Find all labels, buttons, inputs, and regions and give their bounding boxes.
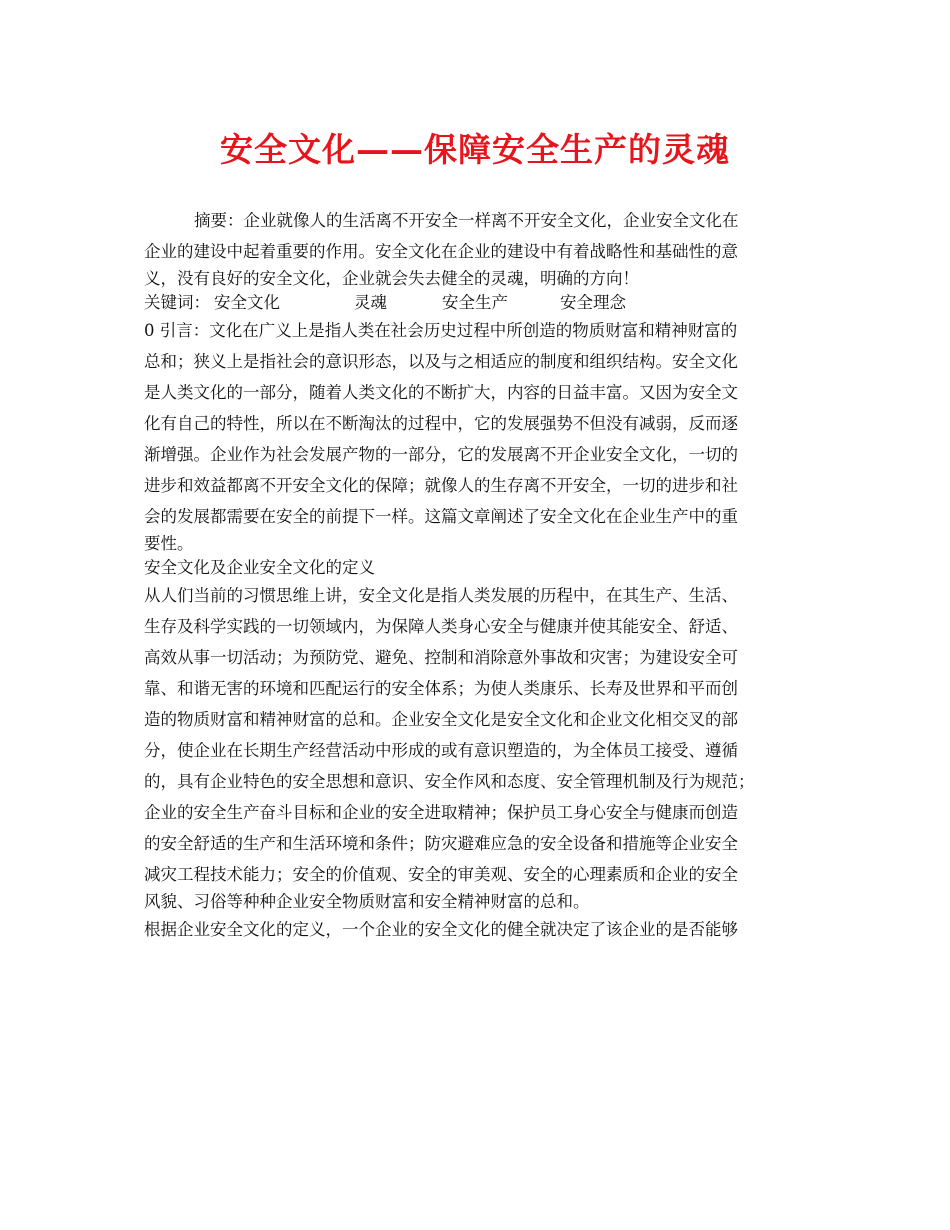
definition-line: 生存及科学实践的一切领域内，为保障人类身心安全与健康并使其能安全、舒适、: [144, 617, 738, 636]
definition-line: 从人们当前的习惯思维上讲，安全文化是指人类发展的历程中，在其生产、生活、: [144, 586, 738, 605]
intro-line: 会的发展都需要在安全的前提下一样。这篇文章阐述了安全文化在企业生产中的重: [144, 507, 738, 526]
intro-line: 是人类文化的一部分，随着人类文化的不断扩大，内容的日益丰富。又因为安全文: [144, 383, 738, 402]
abstract-line: 义，没有良好的安全文化，企业就会失去健全的灵魂，明确的方向！: [144, 269, 639, 288]
definition-line: 企业的安全生产奋斗目标和企业的安全进取精神；保护员工身心安全与健康而创造: [144, 803, 738, 822]
intro-line: 总和；狭义上是指社会的意识形态，以及与之相适应的制度和组织结构。安全文化: [144, 352, 738, 371]
definition-line: 高效从事一切活动；为预防党、避免、控制和消除意外事故和灾害；为建设安全可: [144, 648, 738, 667]
closing-line: 根据企业安全文化的定义，一个企业的安全文化的健全就决定了该企业的是否能够: [144, 920, 738, 939]
keywords-label: 关键词：: [144, 293, 210, 312]
intro-line: 要性。: [144, 534, 194, 553]
document-body: [144, 205, 824, 945]
abstract-paragraph: [144, 205, 824, 291]
keyword-item: 安全生产: [442, 293, 508, 312]
keyword-item: 安全文化: [214, 293, 280, 312]
abstract-line: 摘要：企业就像人的生活离不开安全一样离不开安全文化，企业安全文化在: [194, 211, 739, 230]
keyword-item: 安全理念: [560, 293, 626, 312]
keyword-item: 灵魂: [354, 293, 387, 312]
document-title: 安全文化——保障安全生产的灵魂: [220, 130, 730, 169]
intro-paragraph: [144, 315, 824, 556]
intro-line: 渐增强。企业作为社会发展产物的一部分，它的发展离不开企业安全文化，一切的: [144, 445, 738, 464]
definition-paragraph: [144, 580, 824, 914]
intro-line: 进步和效益都离不开安全文化的保障；就像人的生存离不开安全，一切的进步和社: [144, 476, 738, 495]
definition-line: 风貌、习俗等种种企业安全物质财富和安全精神财富的总和。: [144, 892, 590, 911]
definition-line: 造的物质财富和精神财富的总和。企业安全文化是安全文化和企业文化相交叉的部: [144, 710, 738, 729]
definition-line: 靠、和谐无害的环境和匹配运行的安全体系；为使人类康乐、长寿及世界和平而创: [144, 679, 738, 698]
intro-line: 化有自己的特性，所以在不断淘汰的过程中，它的发展强势不但没有减弱，反而逐: [144, 414, 738, 433]
definition-line: 的安全舒适的生产和生活环境和条件；防灾避难应急的安全设备和措施等企业安全: [144, 834, 738, 853]
section-heading: 安全文化及企业安全文化的定义: [144, 558, 375, 577]
definition-line: 分，使企业在长期生产经营活动中形成的或有意识塑造的，为全体员工接受、遵循: [144, 741, 738, 760]
keywords-row: [144, 291, 824, 315]
definition-line: 的，具有企业特色的安全思想和意识、安全作风和态度、安全管理机制及行为规范；: [144, 772, 755, 791]
definition-line: 减灾工程技术能力；安全的价值观、安全的审美观、安全的心理素质和企业的安全: [144, 865, 738, 884]
intro-line: 0 引言：文化在广义上是指人类在社会历史过程中所创造的物质财富和精神财富的: [144, 321, 738, 340]
abstract-line: 企业的建设中起着重要的作用。安全文化在企业的建设中有着战略性和基础性的意: [144, 242, 738, 261]
